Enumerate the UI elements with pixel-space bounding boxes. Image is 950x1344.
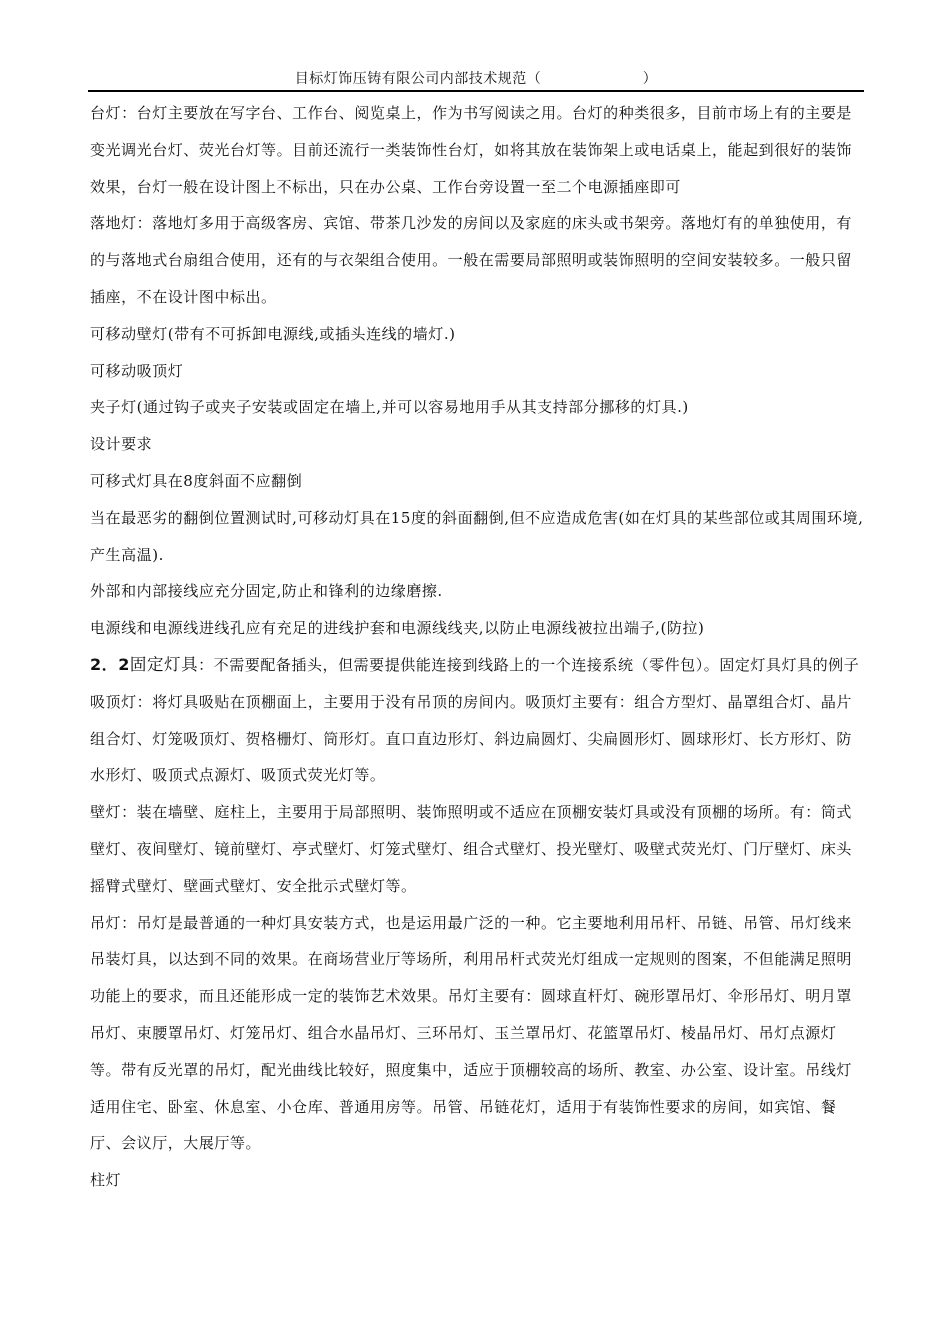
paragraph-requirement-cord: 电源线和电源线进线孔应有充足的进线护套和电源线线夹,以防止电源线被拉出端子,(防拉) [90, 619, 705, 638]
section-title: 固定灯具 [129, 654, 199, 674]
paragraph-floor-lamp: 落地灯：落地灯多用于高级客房、宾馆、带茶几沙发的房间以及家庭的床头或书架旁。落地灯有的单独使用，有的与落地式台扇组合使用，还有的与衣架组合使用。一般在需要局部照明或装饰照明的空间安装较多。一般只留插座，不在设计图中标出。 [90, 214, 852, 306]
paragraph-movable-ceiling-lamp: 可移动吸顶灯 [90, 361, 184, 380]
page-header: 目标灯饰压铸有限公司内部技术规范（ ） [88, 68, 864, 92]
paragraph-movable-wall-lamp: 可移动壁灯(带有不可拆卸电源线,或插头连线的墙灯.) [90, 324, 456, 343]
section-number: 2．2 [90, 654, 130, 674]
paragraph-clip-lamp: 夹子灯(通过钩子或夹子安装或固定在墙上,并可以容易地用手从其支持部分挪移的灯具.) [90, 398, 689, 417]
paragraph-requirement-8-degree: 可移式灯具在8度斜面不应翻倒 [90, 471, 303, 490]
section-fixed-luminaires [90, 647, 864, 684]
paragraph-wall-lamp: 壁灯：装在墙壁、庭柱上，主要用于局部照明、装饰照明或不适应在顶棚安装灯具或没有顶棚的场所。有：筒式壁灯、夜间壁灯、镜前壁灯、亭式壁灯、灯笼式壁灯、组合式壁灯、投光壁灯、吸壁式荧光灯、门厅壁灯、床头摇臂式壁灯、壁画式壁灯、安全批示式壁灯等。 [90, 803, 852, 895]
paragraph-requirement-15-degree: 当在最恶劣的翻倒位置测试时,可移动灯具在15度的斜面翻倒,但不应造成危害(如在灯具的某些部位或其周围环境,产生高温). [90, 508, 864, 564]
section-text: ：不需要配备插头，但需要提供能连接到线路上的一个连接系统（零件包）。固定灯具灯具的例子 [198, 655, 860, 674]
paragraph-column-lamp: 柱灯 [90, 1171, 122, 1190]
paragraph-pendant-lamp: 吊灯：吊灯是最普通的一种灯具安装方式，也是运用最广泛的一种。它主要地利用吊杆、吊链、吊管、吊灯线来吊装灯具，以达到不同的效果。在商场营业厅等场所，利用吊杆式荧光灯组成一定规则的图案，不但能满足照明功能上的要求，而且还能形成一定的装饰艺术效果。吊灯主要有：圆球直杆灯、碗形罩吊灯、伞形吊灯、明月罩吊灯、束腰罩吊灯、灯笼吊灯、组合水晶吊灯、三环吊灯、玉兰罩吊灯、花篮罩吊灯、棱晶吊灯、吊灯点源灯等。带有反光罩的吊灯，配光曲线比较好，照度集中，适应于顶棚较高的场所、教室、办公室、设计室。吊线灯适用住宅、卧室、休息室、小仓库、普通用房等。吊管、吊链花灯，适用于有装饰性要求的房间，如宾馆、餐厅、会议厅，大展厅等。 [90, 913, 852, 1153]
paragraph-desk-lamp: 台灯：台灯主要放在写字台、工作台、阅览桌上，作为书写阅读之用。台灯的种类很多，目前市场上有的主要是变光调光台灯、荧光台灯等。目前还流行一类装饰性台灯，如将其放在装饰架上或电话桌上，能起到很好的装饰效果，台灯一般在设计图上不标出，只在办公桌、工作台旁设置一至二个电源插座即可 [90, 104, 852, 196]
paragraph-requirement-wiring: 外部和内部接线应充分固定,防止和锋利的边缘磨擦. [90, 582, 443, 601]
document-body [90, 95, 864, 1199]
paragraph-design-requirements: 设计要求 [90, 435, 153, 454]
paragraph-ceiling-lamp: 吸顶灯：将灯具吸贴在顶棚面上，主要用于没有吊顶的房间内。吸顶灯主要有：组合方型灯、晶罩组合灯、晶片组合灯、灯笼吸顶灯、贺格栅灯、筒形灯。直口直边形灯、斜边扁圆灯、尖扁圆形灯、圆球形灯、长方形灯、防水形灯、吸顶式点源灯、吸顶式荧光灯等。 [90, 692, 852, 785]
